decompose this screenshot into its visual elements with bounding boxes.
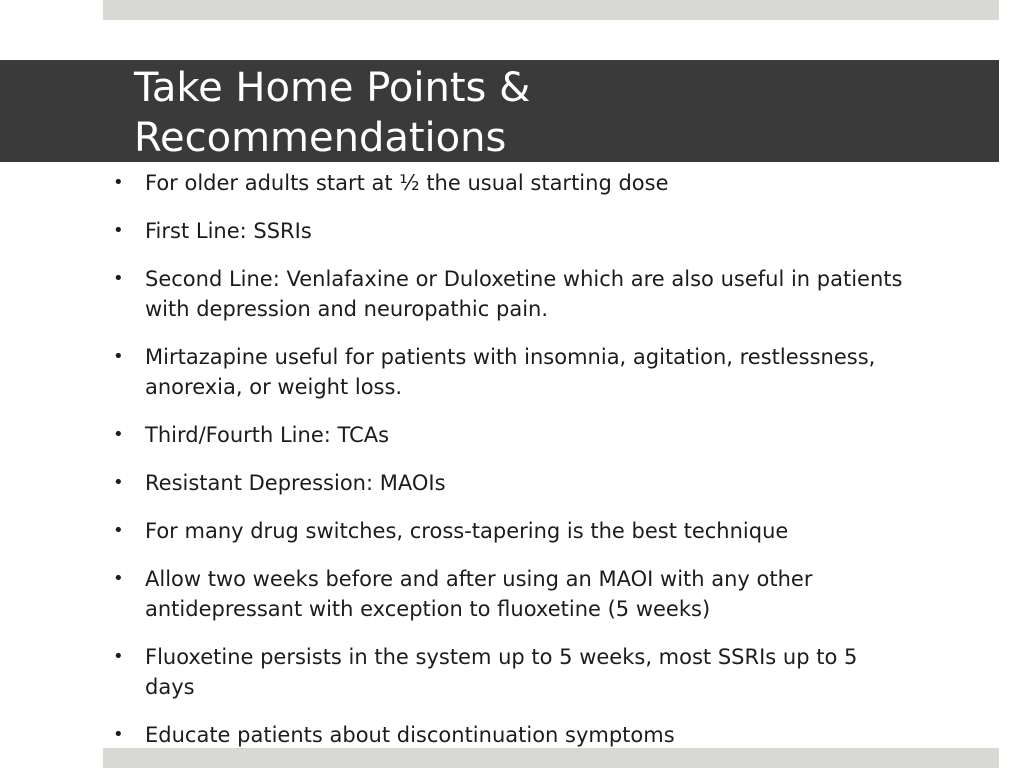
bullet-text: Allow two weeks before and after using an MAOI with any other antidepressant with exception to fluoxetine (5 weeks): [145, 567, 813, 621]
bullet-dot-icon: •: [113, 568, 124, 589]
bullet-item: [113, 168, 913, 198]
bullet-item: [113, 264, 913, 324]
top-accent-strip: [103, 0, 999, 20]
bullet-item: [113, 516, 913, 546]
bullet-item: [113, 720, 913, 750]
bullet-list: [113, 168, 913, 768]
bullet-dot-icon: •: [113, 172, 124, 193]
bullet-dot-icon: •: [113, 346, 124, 367]
bullet-text: For many drug switches, cross-tapering is the best technique: [145, 519, 789, 543]
bullet-item: [113, 564, 913, 624]
bullet-item: [113, 342, 913, 402]
bullet-dot-icon: •: [113, 220, 124, 241]
bullet-text: Resistant Depression: MAOIs: [145, 471, 446, 495]
bottom-accent-strip: [103, 748, 999, 768]
bullet-dot-icon: •: [113, 724, 124, 745]
bullet-text: First Line: SSRIs: [145, 219, 312, 243]
bullet-text: Mirtazapine useful for patients with insomnia, agitation, restlessness, anorexia, or weight loss.: [145, 345, 876, 399]
bullet-text: Educate patients about discontinuation symptoms: [145, 723, 675, 747]
bullet-item: [113, 420, 913, 450]
bullet-item: [113, 468, 913, 498]
bullet-text: Fluoxetine persists in the system up to 5 weeks, most SSRIs up to 5 days: [145, 645, 858, 699]
bullet-text: Third/Fourth Line: TCAs: [145, 423, 390, 447]
bullet-item: [113, 216, 913, 246]
bullet-item: [113, 642, 913, 702]
bullet-dot-icon: •: [113, 424, 124, 445]
slide-title: Take Home Points & Recommendations: [134, 65, 531, 161]
bullet-text: Second Line: Venlafaxine or Duloxetine which are also useful in patients with depression and neuropathic pain.: [145, 267, 903, 321]
bullet-text: For older adults start at ½ the usual starting dose: [145, 171, 669, 195]
bullet-dot-icon: •: [113, 268, 124, 289]
bullet-dot-icon: •: [113, 472, 124, 493]
bullet-dot-icon: •: [113, 646, 124, 667]
bullet-dot-icon: •: [113, 520, 124, 541]
